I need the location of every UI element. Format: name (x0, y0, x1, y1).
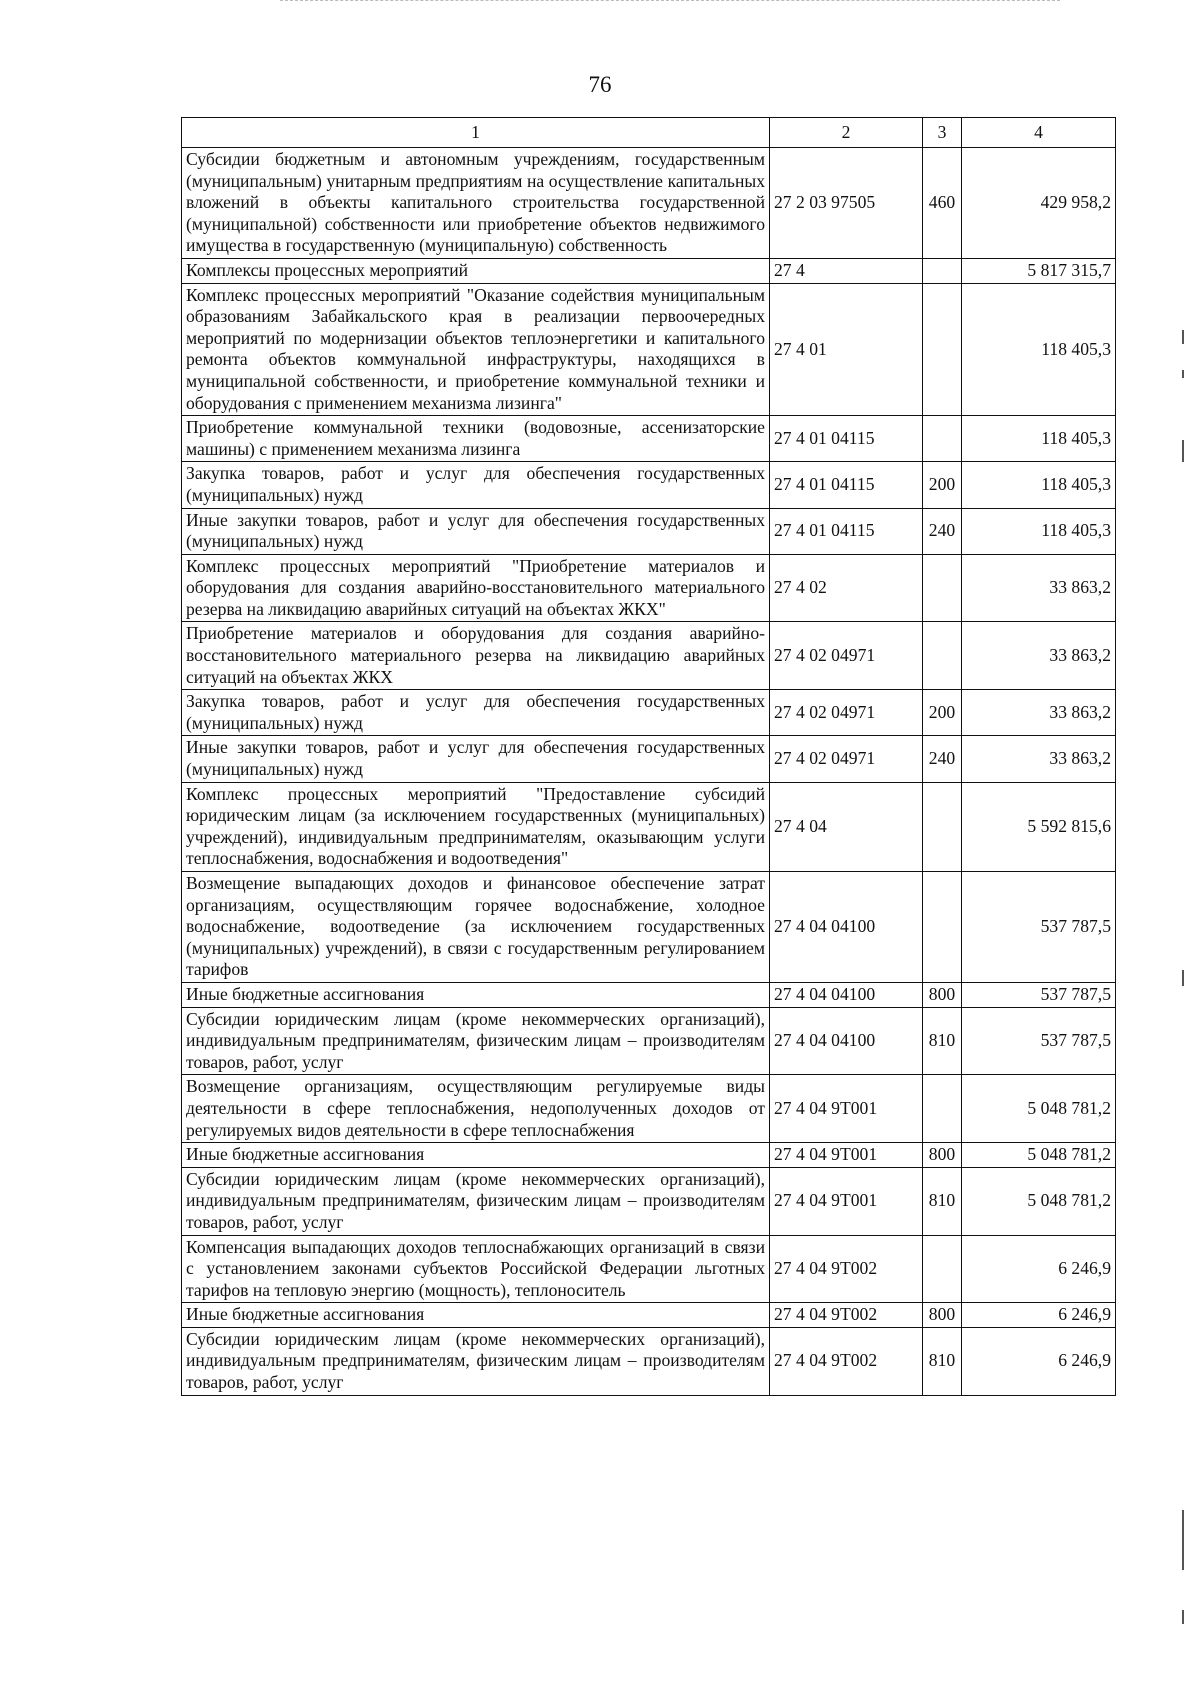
row-name-cell: Возмещение выпадающих доходов и финансовое обеспечение затрат организациям, осуществляющим горячее водоснабжение, холодное водоснабжение, водоотведение (за исключением государственных (муниципальных) учреждений), в связи с государственным регулированием тарифов (182, 872, 770, 983)
row-amount-cell: 118 405,3 (962, 283, 1116, 416)
row-code-cell: 27 4 01 04115 (770, 508, 923, 554)
row-name-cell: Закупка товаров, работ и услуг для обеспечения государственных (муниципальных) нужд (182, 690, 770, 736)
row-code-cell: 27 4 04 9Т001 (770, 1075, 923, 1143)
row-amount-cell: 6 246,9 (962, 1327, 1116, 1395)
page-number: 76 (588, 72, 612, 97)
row-amount-cell: 5 592 815,6 (962, 782, 1116, 871)
budget-table (181, 117, 1116, 1396)
row-type-cell: 800 (923, 1143, 962, 1168)
row-code-cell: 27 4 (770, 258, 923, 283)
row-type-cell: 810 (923, 1167, 962, 1235)
table-row (182, 1327, 1116, 1395)
row-type-cell (923, 1235, 962, 1303)
row-name-cell: Комплекс процессных мероприятий "Предоставление субсидий юридическим лицам (за исключением государственных (муниципальных) учреждений), индивидуальным предпринимателям, оказывающим услуги теплоснабжения, водоснабжения и водоотведения" (182, 782, 770, 871)
row-amount-cell: 33 863,2 (962, 736, 1116, 782)
table-row (182, 554, 1116, 622)
table-row (182, 508, 1116, 554)
row-type-cell (923, 416, 962, 462)
row-code-cell: 27 4 01 04115 (770, 462, 923, 508)
row-code-cell: 27 4 04 9Т002 (770, 1327, 923, 1395)
table-row (182, 782, 1116, 871)
row-amount-cell: 5 048 781,2 (962, 1143, 1116, 1168)
row-code-cell: 27 4 04 04100 (770, 1007, 923, 1075)
row-code-cell: 27 4 02 04971 (770, 622, 923, 690)
row-type-cell (923, 782, 962, 871)
row-amount-cell: 33 863,2 (962, 554, 1116, 622)
row-amount-cell: 537 787,5 (962, 1007, 1116, 1075)
row-code-cell: 27 4 02 04971 (770, 736, 923, 782)
row-amount-cell: 429 958,2 (962, 148, 1116, 259)
table-row (182, 1075, 1116, 1143)
row-code-cell: 27 4 04 9Т002 (770, 1303, 923, 1328)
row-type-cell (923, 1075, 962, 1143)
row-type-cell: 800 (923, 982, 962, 1007)
row-type-cell: 200 (923, 462, 962, 508)
row-type-cell: 240 (923, 508, 962, 554)
table-row (182, 982, 1116, 1007)
table-row (182, 690, 1116, 736)
row-amount-cell: 537 787,5 (962, 982, 1116, 1007)
row-amount-cell: 537 787,5 (962, 872, 1116, 983)
row-amount-cell: 6 246,9 (962, 1235, 1116, 1303)
row-type-cell (923, 283, 962, 416)
row-name-cell: Комплекс процессных мероприятий "Оказание содействия муниципальным образованиям Забайкальского края в реализации первоочередных мероприятий по модернизации объектов теплоэнергетики и капитального ремонта объектов коммунальной инфраструктуры, находящихся в муниципальной собственности, и приобретение коммунальной техники и оборудования с применением механизма лизинга" (182, 283, 770, 416)
row-name-cell: Субсидии юридическим лицам (кроме некоммерческих организаций), индивидуальным предпринимателям, физическим лицам – производителям товаров, работ, услуг (182, 1327, 770, 1395)
row-name-cell: Комплекс процессных мероприятий "Приобретение материалов и оборудования для создания аварийно-восстановительного материального резерва на ликвидацию аварийных ситуаций на объектах ЖКХ" (182, 554, 770, 622)
table-row (182, 416, 1116, 462)
row-amount-cell: 5 048 781,2 (962, 1075, 1116, 1143)
row-code-cell: 27 4 02 04971 (770, 690, 923, 736)
row-code-cell: 27 4 04 9Т002 (770, 1235, 923, 1303)
table-row (182, 462, 1116, 508)
row-type-cell (923, 258, 962, 283)
row-code-cell: 27 2 03 97505 (770, 148, 923, 259)
row-amount-cell: 6 246,9 (962, 1303, 1116, 1328)
row-type-cell (923, 622, 962, 690)
row-type-cell: 240 (923, 736, 962, 782)
row-name-cell: Приобретение материалов и оборудования для создания аварийно-восстановительного материального резерва на ликвидацию аварийных ситуаций на объектах ЖКХ (182, 622, 770, 690)
header-col-4: 4 (962, 118, 1116, 148)
header-col-3: 3 (923, 118, 962, 148)
row-type-cell: 810 (923, 1007, 962, 1075)
row-name-cell: Субсидии юридическим лицам (кроме некоммерческих организаций), индивидуальным предпринимателям, физическим лицам – производителям товаров, работ, услуг (182, 1167, 770, 1235)
row-name-cell: Возмещение организациям, осуществляющим регулируемые виды деятельности в сфере теплоснабжения, недополученных доходов от регулируемых видов деятельности в сфере теплоснабжения (182, 1075, 770, 1143)
table-row (182, 1303, 1116, 1328)
row-type-cell (923, 554, 962, 622)
table-row (182, 283, 1116, 416)
row-name-cell: Субсидии юридическим лицам (кроме некоммерческих организаций), индивидуальным предпринимателям, физическим лицам – производителям товаров, работ, услуг (182, 1007, 770, 1075)
row-amount-cell: 118 405,3 (962, 508, 1116, 554)
scan-margin-marks (1182, 330, 1186, 1630)
row-name-cell: Комплексы процессных мероприятий (182, 258, 770, 283)
table-row (182, 258, 1116, 283)
row-name-cell: Иные закупки товаров, работ и услуг для обеспечения государственных (муниципальных) нужд (182, 736, 770, 782)
row-type-cell: 810 (923, 1327, 962, 1395)
row-code-cell: 27 4 02 (770, 554, 923, 622)
row-amount-cell: 5 048 781,2 (962, 1167, 1116, 1235)
row-name-cell: Субсидии бюджетным и автономным учреждениям, государственным (муниципальным) унитарным предприятиям на осуществление капитальных вложений в объекты капитального строительства государственной (муниципальной) собственности или приобретение объектов недвижимого имущества в государственную (муниципальную) собственность (182, 148, 770, 259)
table-row (182, 1143, 1116, 1168)
row-amount-cell: 33 863,2 (962, 690, 1116, 736)
row-amount-cell: 33 863,2 (962, 622, 1116, 690)
table-row (182, 148, 1116, 259)
row-type-cell (923, 872, 962, 983)
row-amount-cell: 5 817 315,7 (962, 258, 1116, 283)
row-amount-cell: 118 405,3 (962, 416, 1116, 462)
table-header-row (182, 118, 1116, 148)
row-name-cell: Иные закупки товаров, работ и услуг для обеспечения государственных (муниципальных) нужд (182, 508, 770, 554)
table-row (182, 872, 1116, 983)
table-row (182, 622, 1116, 690)
row-name-cell: Компенсация выпадающих доходов теплоснабжающих организаций в связи с установлением законами субъектов Российской Федерации льготных тарифов на тепловую энергию (мощность), теплоноситель (182, 1235, 770, 1303)
row-name-cell: Закупка товаров, работ и услуг для обеспечения государственных (муниципальных) нужд (182, 462, 770, 508)
row-name-cell: Иные бюджетные ассигнования (182, 1303, 770, 1328)
row-code-cell: 27 4 01 (770, 283, 923, 416)
table-body (182, 148, 1116, 1396)
table-row (182, 736, 1116, 782)
row-code-cell: 27 4 01 04115 (770, 416, 923, 462)
row-type-cell: 200 (923, 690, 962, 736)
scan-edge-line (280, 0, 1060, 1)
row-code-cell: 27 4 04 9Т001 (770, 1167, 923, 1235)
row-code-cell: 27 4 04 (770, 782, 923, 871)
row-type-cell: 460 (923, 148, 962, 259)
table-row (182, 1235, 1116, 1303)
table-row (182, 1007, 1116, 1075)
row-name-cell: Иные бюджетные ассигнования (182, 1143, 770, 1168)
row-type-cell: 800 (923, 1303, 962, 1328)
table-row (182, 1167, 1116, 1235)
row-name-cell: Приобретение коммунальной техники (водовозные, ассенизаторские машины) с применением механизма лизинга (182, 416, 770, 462)
header-col-1: 1 (182, 118, 770, 148)
row-code-cell: 27 4 04 04100 (770, 982, 923, 1007)
row-name-cell: Иные бюджетные ассигнования (182, 982, 770, 1007)
header-col-2: 2 (770, 118, 923, 148)
row-amount-cell: 118 405,3 (962, 462, 1116, 508)
row-code-cell: 27 4 04 04100 (770, 872, 923, 983)
row-code-cell: 27 4 04 9Т001 (770, 1143, 923, 1168)
